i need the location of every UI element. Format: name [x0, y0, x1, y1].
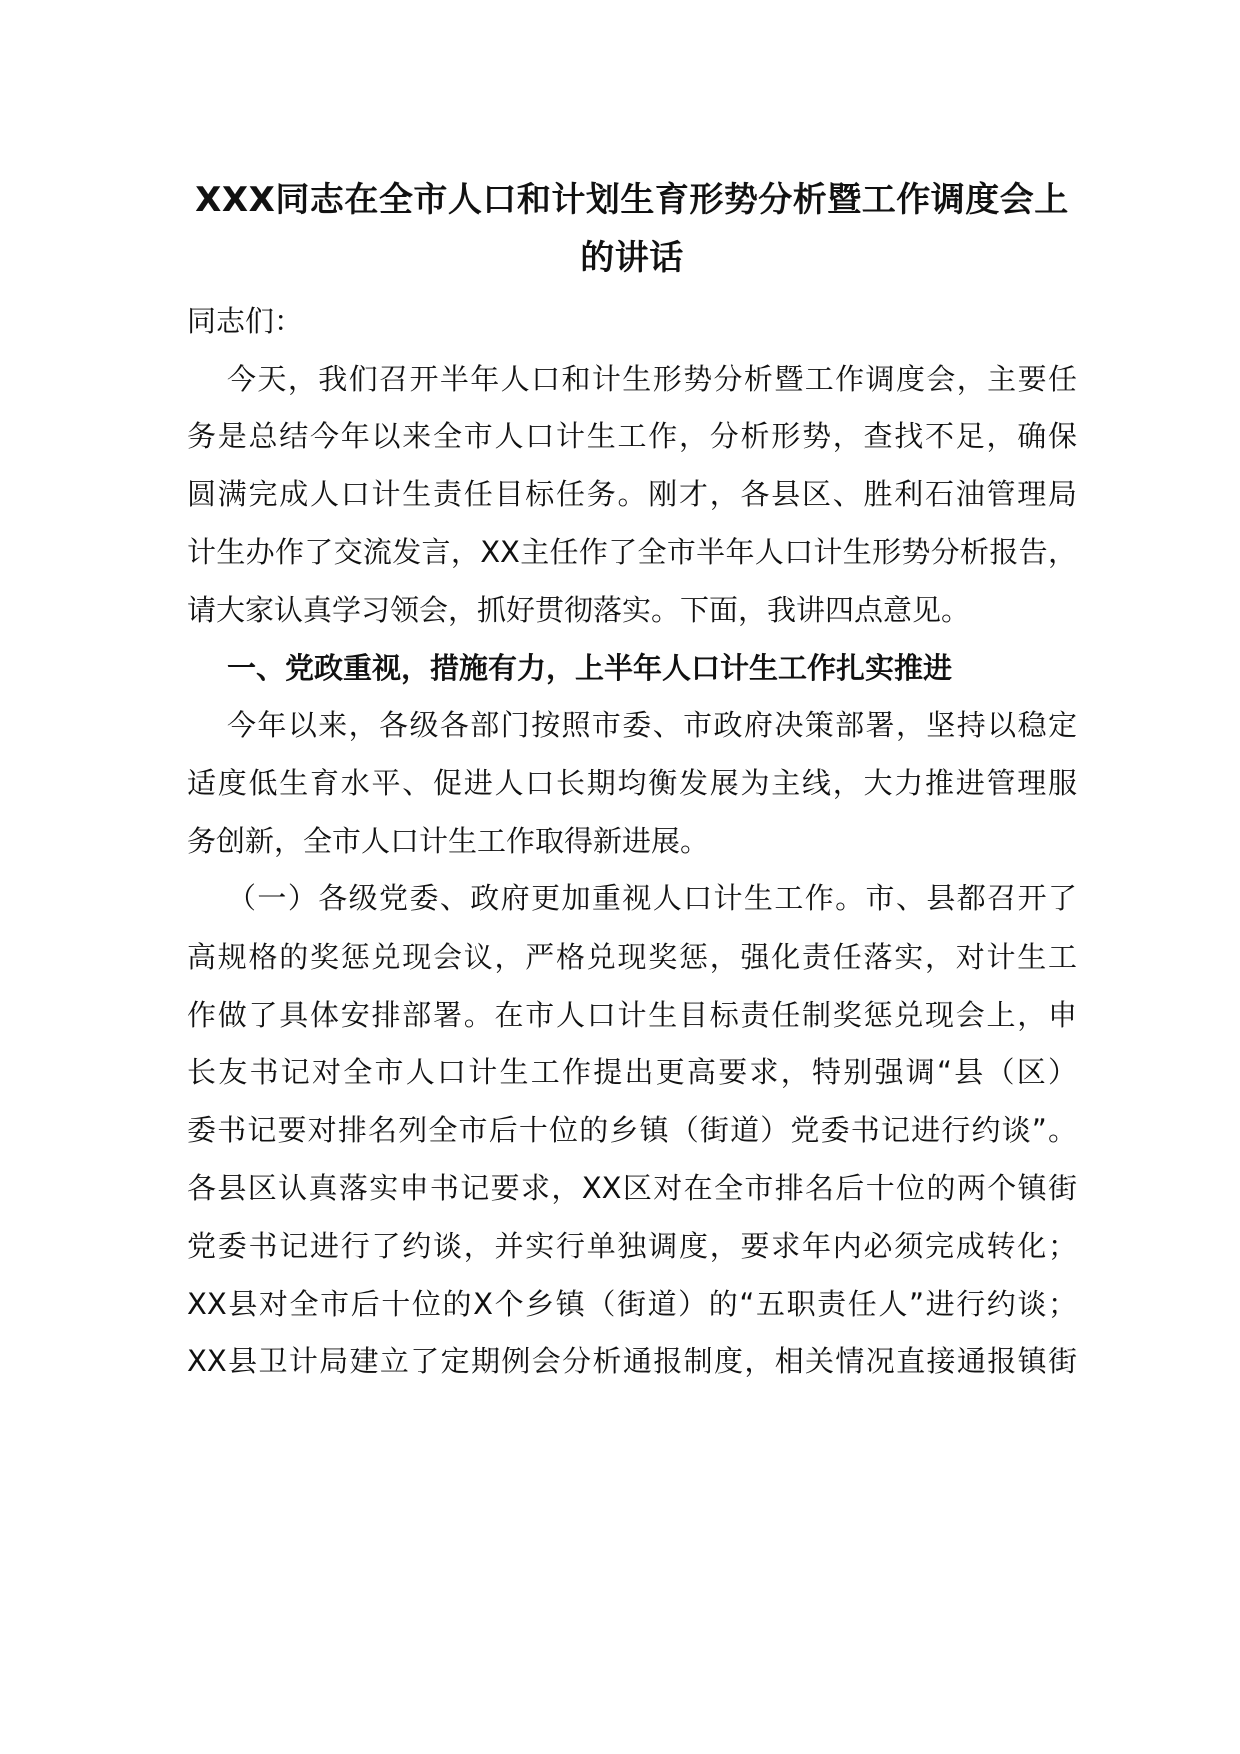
section-heading: 一、党政重视，措施有力，上半年人口计生工作扎实推进 [227, 651, 953, 685]
paragraph-line: 务创新，全市人口计生工作取得新进展。 [187, 824, 710, 858]
document-page [187, 0, 1077, 1754]
paragraph-line: 各县区认真落实申书记要求，XX区对在全市排名后十位的两个镇街 [187, 1171, 1077, 1205]
document-title-line-1: XXX同志在全市人口和计划生育形势分析暨工作调度会上 [195, 180, 1069, 220]
paragraph-line: 请大家认真学习领会，抓好贯彻落实。下面，我讲四点意见。 [187, 593, 971, 627]
paragraph-line: 计生办作了交流发言，XX主任作了全市半年人口计生形势分析报告， [187, 535, 1077, 569]
document-title-line-2: 的讲话 [580, 238, 684, 278]
paragraph-line: XX县卫计局建立了定期例会分析通报制度，相关情况直接通报镇街 [187, 1344, 1077, 1378]
paragraph-line: 今天，我们召开半年人口和计生形势分析暨工作调度会，主要任 [227, 362, 1077, 396]
paragraph-line: 今年以来，各级各部门按照市委、市政府决策部署，坚持以稳定 [227, 708, 1077, 742]
paragraph-line: 高规格的奖惩兑现会议，严格兑现奖惩，强化责任落实，对计生工 [187, 940, 1077, 974]
paragraph-line: XX县对全市后十位的X个乡镇（街道）的“五职责任人”进行约谈； [187, 1287, 1077, 1321]
paragraph-line: （一）各级党委、政府更加重视人口计生工作。市、县都召开了 [227, 881, 1077, 915]
salutation: 同志们： [187, 304, 304, 338]
paragraph-line: 长友书记对全市人口计生工作提出更高要求，特别强调“县（区） [187, 1055, 1077, 1089]
paragraph-line: 作做了具体安排部署。在市人口计生目标责任制奖惩兑现会上，申 [187, 998, 1077, 1032]
paragraph-line: 委书记要对排名列全市后十位的乡镇（街道）党委书记进行约谈”。 [187, 1113, 1077, 1147]
paragraph-line: 适度低生育水平、促进人口长期均衡发展为主线，大力推进管理服 [187, 766, 1077, 800]
paragraph-line: 务是总结今年以来全市人口计生工作，分析形势，查找不足，确保 [187, 419, 1077, 453]
paragraph-line: 党委书记进行了约谈，并实行单独调度，要求年内必须完成转化； [187, 1229, 1077, 1263]
paragraph-line: 圆满完成人口计生责任目标任务。刚才，各县区、胜利石油管理局 [187, 477, 1077, 511]
